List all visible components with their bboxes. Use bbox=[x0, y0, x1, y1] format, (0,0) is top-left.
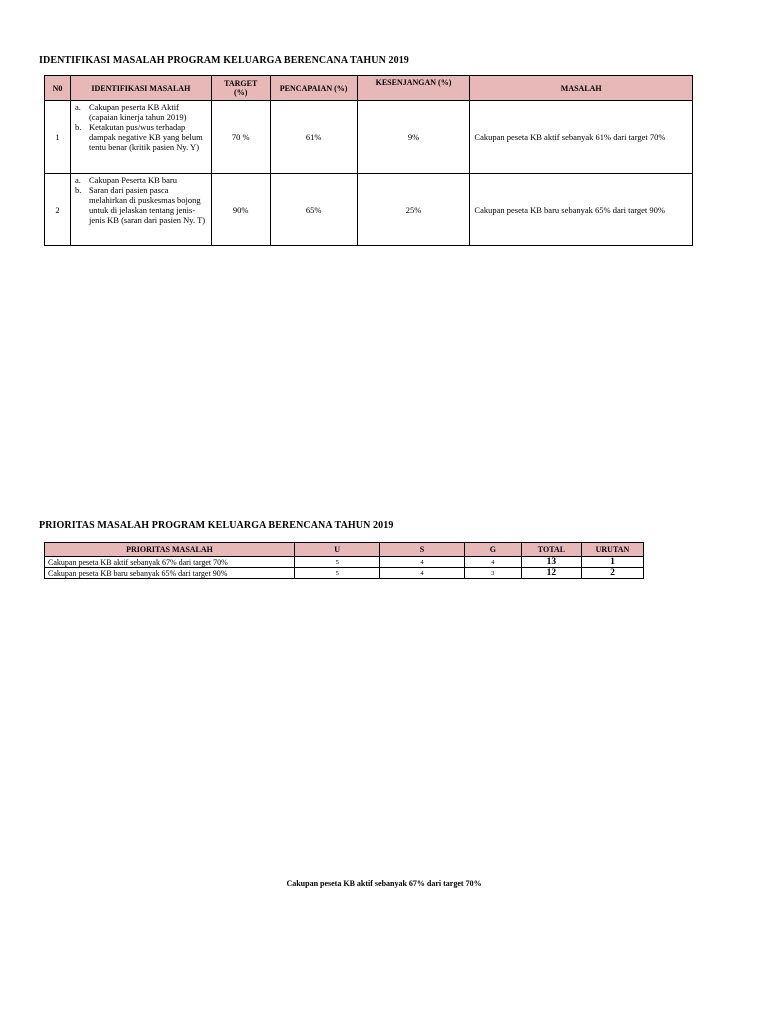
row-masalah: Cakupan peseta KB aktif sebanyak 61% dari target 70% bbox=[470, 101, 693, 174]
row-u: 5 bbox=[295, 568, 380, 579]
row-prioritas-masalah: Cakupan peseta KB baru sebanyak 65% dari target 90% bbox=[45, 568, 295, 579]
prioritas-masalah-table bbox=[44, 542, 644, 579]
row-target: 90% bbox=[211, 174, 270, 246]
col-header-no: N0 bbox=[45, 76, 71, 101]
col-header-total: TOTAL bbox=[521, 543, 581, 557]
identifikasi-masalah-table bbox=[44, 75, 693, 246]
row-prioritas-masalah: Cakupan peseta KB aktif sebanyak 67% dari target 70% bbox=[45, 557, 295, 568]
row-identifikasi bbox=[70, 101, 211, 174]
row-kesenjangan: 25% bbox=[357, 174, 470, 246]
list-item: b. Ketakutan pus/wus terhadap dampak negative KB yang belum tentu benar (kritik pasien Ny. Y) bbox=[74, 122, 203, 152]
col-header-identifikasi: IDENTIFIKASI MASALAH bbox=[70, 76, 211, 101]
row-kesenjangan: 9% bbox=[357, 101, 470, 174]
col-header-s: S bbox=[380, 543, 464, 557]
table-header-row bbox=[45, 543, 644, 557]
row-g: 4 bbox=[464, 557, 521, 568]
table-row bbox=[45, 101, 693, 174]
footer-text: Cakupan peseta KB aktif sebanyak 67% dari target 70% bbox=[286, 879, 482, 888]
col-header-prioritas: PRIORITAS MASALAH bbox=[45, 543, 295, 557]
row-s: 4 bbox=[380, 568, 464, 579]
col-header-masalah: MASALAH bbox=[470, 76, 693, 101]
col-header-u: U bbox=[295, 543, 380, 557]
row-total: 12 bbox=[521, 568, 581, 579]
col-header-kesenjangan: KESENJANGAN (%) bbox=[357, 76, 470, 101]
list-item: b. Saran dari pasien pasca melahirkan di puskesmas bojong untuk di jelaskan tentang jenis-jenis KB (saran dari pasien Ny. T) bbox=[74, 185, 206, 225]
table-row bbox=[45, 174, 693, 246]
row-pencapaian: 61% bbox=[270, 101, 357, 174]
table-row bbox=[45, 568, 644, 579]
list-item: a. Cakupan Peserta KB baru bbox=[74, 175, 177, 185]
col-header-urutan: URUTAN bbox=[581, 543, 643, 557]
row-urutan: 2 bbox=[581, 568, 643, 579]
table-row bbox=[45, 557, 644, 568]
row-urutan: 1 bbox=[581, 557, 643, 568]
row-target: 70 % bbox=[211, 101, 270, 174]
col-header-target: TARGET (%) bbox=[211, 76, 270, 101]
row-total: 13 bbox=[521, 557, 581, 568]
row-s: 4 bbox=[380, 557, 464, 568]
row-g: 3 bbox=[464, 568, 521, 579]
row-no: 2 bbox=[45, 174, 71, 246]
row-masalah: Cakupan peseta KB baru sebanyak 65% dari target 90% bbox=[470, 174, 693, 246]
col-header-g: G bbox=[464, 543, 521, 557]
list-item: a. Cakupan peserta KB Aktif (capaian kinerja tahun 2019) bbox=[74, 102, 187, 122]
identifikasi-heading: IDENTIFIKASI MASALAH PROGRAM KELUARGA BERENCANA TAHUN 2019 bbox=[39, 55, 409, 66]
table-header-row bbox=[45, 76, 693, 101]
row-u: 5 bbox=[295, 557, 380, 568]
row-no: 1 bbox=[45, 101, 71, 174]
row-pencapaian: 65% bbox=[270, 174, 357, 246]
col-header-pencapaian: PENCAPAIAN (%) bbox=[270, 76, 357, 101]
row-identifikasi bbox=[70, 174, 211, 246]
prioritas-heading: PRIORITAS MASALAH PROGRAM KELUARGA BERENCANA TAHUN 2019 bbox=[39, 520, 394, 531]
